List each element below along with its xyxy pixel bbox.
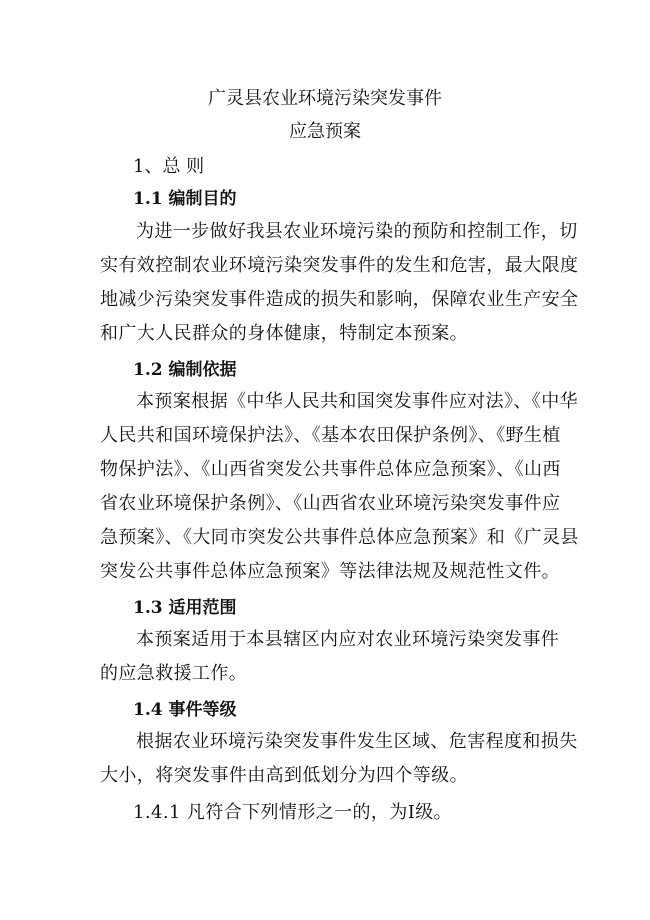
document-subtitle: 应急预案 — [289, 121, 361, 142]
section-heading-1-2: 1.2 编制依据 — [133, 360, 237, 380]
paragraph-purpose — [100, 215, 579, 351]
section-heading-1-4: 1.4 事件等级 — [133, 700, 237, 720]
section-heading-general: 1、总 则 — [133, 156, 205, 177]
paragraph-line: 省农业环境保护条例》、《山西省农业环境污染突发事件应 — [100, 493, 561, 514]
paragraph-line: 和广大人民群众的身体健康，特制定本预案。 — [100, 323, 468, 344]
paragraph-event-levels — [100, 725, 578, 793]
paragraph-line: 急预案》、《大同市突发公共事件总体应急预案》和《广灵县 — [100, 527, 579, 548]
section-heading-1-1: 1.1 编制目的 — [133, 189, 237, 209]
paragraph-line: 实有效控制农业环境污染突发事件的发生和危害，最大限度 — [100, 255, 579, 276]
paragraph-line: 为进一步做好我县农业环境污染的预防和控制工作，切 — [136, 221, 578, 242]
paragraph-basis — [100, 385, 579, 589]
subsection-1-4-1: 1.4.1 凡符合下列情形之一的，为Ⅰ级。 — [133, 802, 453, 823]
paragraph-line: 的应急救援工作。 — [100, 663, 248, 684]
paragraph-line: 物保护法》、《山西省突发公共事件总体应急预案》、《山西 — [100, 459, 561, 480]
paragraph-scope — [100, 623, 560, 691]
paragraph-line: 大小，将突发事件由高到低划分为四个等级。 — [100, 765, 468, 786]
paragraph-line: 人民共和国环境保护法》、《基本农田保护条例》、《野生植 — [100, 425, 561, 446]
document-title: 广灵县农业环境污染突发事件 — [208, 88, 442, 109]
section-heading-1-3: 1.3 适用范围 — [133, 598, 237, 618]
paragraph-line: 突发公共事件总体应急预案》等法律法规及规范性文件。 — [100, 561, 560, 582]
paragraph-line: 本预案根据《中华人民共和国突发事件应对法》、《中华 — [136, 391, 578, 412]
paragraph-line: 根据农业环境污染突发事件发生区域、危害程度和损失 — [136, 731, 578, 752]
paragraph-line: 地减少污染突发事件造成的损失和影响，保障农业生产安全 — [100, 289, 579, 310]
paragraph-line: 本预案适用于本县辖区内应对农业环境污染突发事件 — [136, 629, 560, 650]
